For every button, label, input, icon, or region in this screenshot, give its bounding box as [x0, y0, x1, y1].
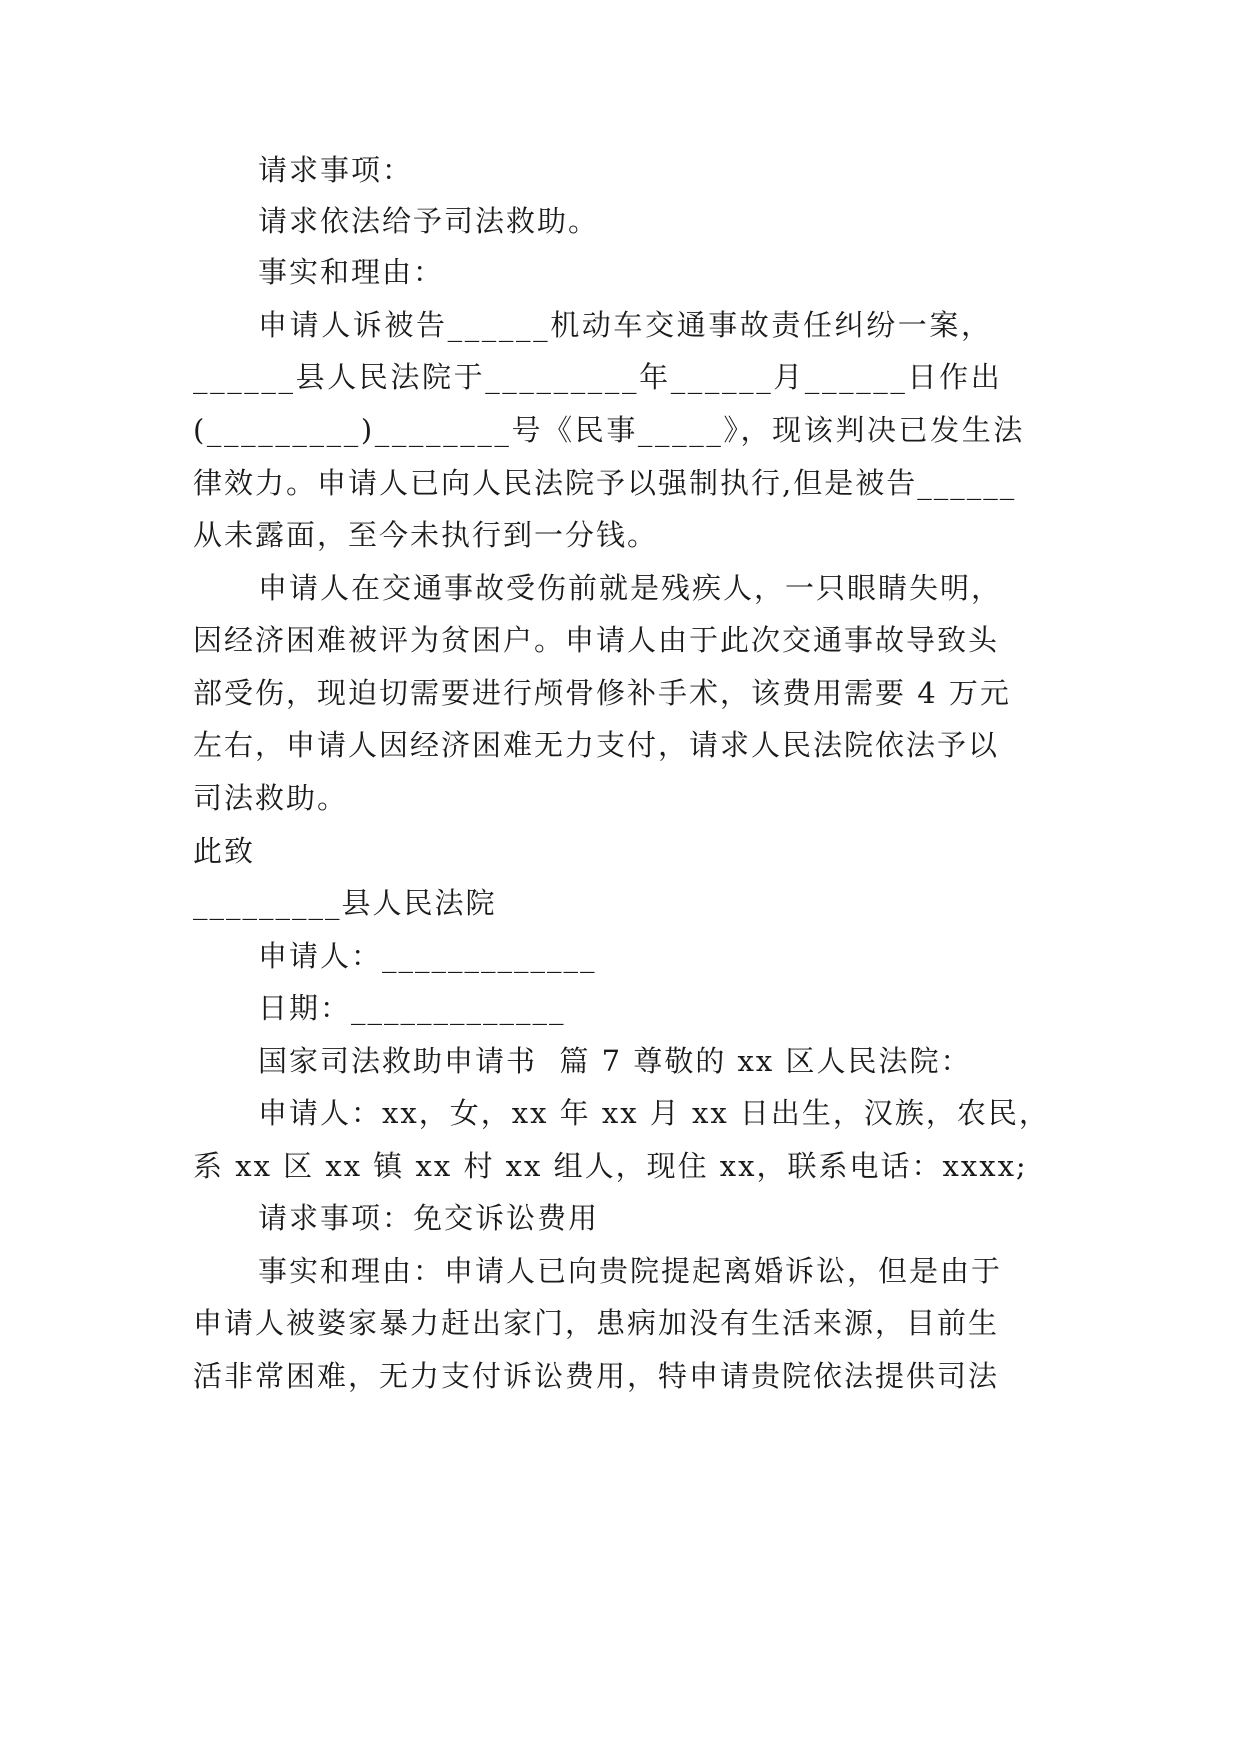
- paragraph-1-line-3: (_________)________号《民事_____》，现该判决已发生法: [193, 413, 1025, 447]
- court-name: _________县人民法院: [193, 886, 497, 920]
- paragraph-1-line-1: 申请人诉被告______机动车交通事故责任纠纷一案，: [258, 308, 993, 342]
- facts-reasons-2-line-1: 事实和理由：申请人已向贵院提起离婚诉讼，但是由于: [258, 1254, 1003, 1288]
- request-text: 请求依法给予司法救助。: [258, 204, 600, 238]
- facts-reasons-2-line-3: 活非常困难，无力支付诉讼费用，特申请贵院依法提供司法: [193, 1359, 1000, 1393]
- paragraph-1-line-2: ______县人民法院于_________年______月______日作出: [193, 360, 1003, 394]
- heading-facts-reasons: 事实和理由：: [258, 255, 445, 289]
- facts-reasons-2-line-2: 申请人被婆家暴力赶出家门，患病加没有生活来源，目前生: [193, 1306, 1000, 1340]
- applicant-info-line-1: 申请人：xx，女，xx 年 xx 月 xx 日出生，汉族，农民，: [258, 1096, 1050, 1130]
- paragraph-1-line-4: 律效力。申请人已向人民法院予以强制执行,但是被告______: [193, 466, 1017, 500]
- heading-request-items: 请求事项：: [258, 153, 414, 187]
- signature-date: 日期：_____________: [258, 991, 566, 1025]
- section-7-heading: 国家司法救助申请书 篇 7 尊敬的 xx 区人民法院：: [258, 1044, 972, 1078]
- paragraph-2-line-4: 左右，申请人因经济困难无力支付，请求人民法院依法予以: [193, 728, 1000, 762]
- paragraph-2-line-1: 申请人在交通事故受伤前就是残疾人，一只眼睛失明，: [258, 571, 1003, 605]
- applicant-info-line-2: 系 xx 区 xx 镇 xx 村 xx 组人，现住 xx，联系电话：xxxx;: [193, 1149, 1028, 1183]
- applicant-signature: 申请人：_____________: [258, 939, 597, 973]
- paragraph-1-line-5: 从未露面，至今未执行到一分钱。: [193, 518, 659, 552]
- paragraph-2-line-2: 因经济困难被评为贫困户。申请人由于此次交通事故导致头: [193, 623, 1000, 657]
- paragraph-2-line-3: 部受伤，现迫切需要进行颅骨修补手术，该费用需要 4 万元: [193, 676, 1011, 710]
- paragraph-2-line-5: 司法救助。: [193, 781, 349, 815]
- request-items-2: 请求事项：免交诉讼费用: [258, 1201, 600, 1235]
- salutation: 此致: [193, 834, 256, 868]
